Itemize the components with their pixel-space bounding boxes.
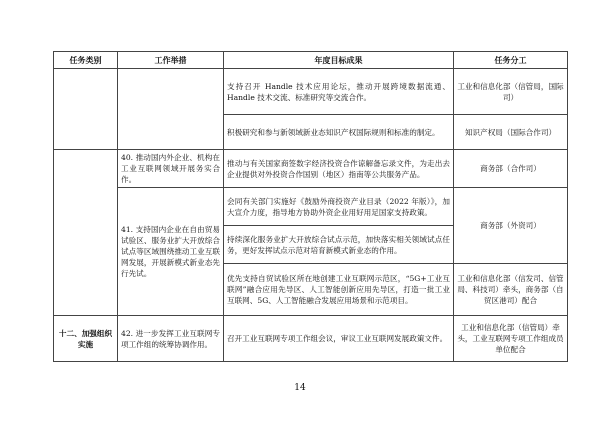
task-table [53, 51, 568, 362]
target-cell: 召开工业互联网专项工作组会议，审议工业互联网发展政策文件。 [224, 316, 454, 362]
table-row [54, 188, 568, 226]
table-row [54, 150, 568, 188]
category-cell-blank [54, 69, 118, 150]
category-cell: 十二、加强组织实施 [54, 316, 118, 362]
header-task-division: 任务分工 [454, 52, 568, 69]
division-cell: 工业和信息化部（信发司、信管局、科技司）牵头，商务部（自贸区港司）配合 [454, 264, 568, 316]
division-cell: 知识产权局（国际合作司） [454, 115, 568, 150]
target-cell: 推动与有关国家商签数字经济投资合作谅解备忘录文件，为走出去企业提供对外投资合作国别（地区）指南等公共服务产品。 [224, 150, 454, 188]
target-cell: 会同有关部门实施好《鼓励外商投资产业目录（2022 年版）》，加大宣介力度，指导地方协助外资企业用好用足国家支持政策。 [224, 188, 454, 226]
measure-cell-blank [118, 69, 224, 150]
target-cell: 支持召开 Handle 技术应用论坛，推动开展跨境数据流通、Handle 技术交流、标准研究等交流合作。 [224, 69, 454, 115]
division-cell: 工业和信息化部（信管局，国际司） [454, 69, 568, 115]
table-header-row [54, 52, 568, 69]
table-row [54, 69, 568, 115]
measure-cell: 41. 支持国内企业在自由贸易试验区、服务业扩大开放综合试点等区域围绕推动工业互联网发展，开展新模式新业态先行先试。 [118, 188, 224, 316]
page-number: 14 [294, 383, 306, 393]
target-cell: 积极研究和参与新领域新业态知识产权国际规则和标准的制定。 [224, 115, 454, 150]
header-annual-target: 年度目标成果 [224, 52, 454, 69]
target-cell: 持续深化服务业扩大开放综合试点示范，加快落实相关领域试点任务，更好发挥试点示范对培育新模式新业态的作用。 [224, 226, 454, 264]
division-cell: 商务部（合作司） [454, 150, 568, 188]
table-row [54, 316, 568, 362]
header-task-category: 任务类别 [54, 52, 118, 69]
target-cell: 优先支持自贸试验区所在地创建工业互联网示范区，“5G+工业互联网”融合应用先导区、人工智能创新应用先导区，打造一批工业互联网、5G、人工智能融合发展应用场景和示范项目。 [224, 264, 454, 316]
division-cell: 商务部（外资司） [454, 188, 568, 264]
measure-cell: 40. 推动国内外企业、机构在工业互联网领域开展务实合作。 [118, 150, 224, 188]
category-cell-blank [54, 150, 118, 316]
header-work-measure: 工作举措 [118, 52, 224, 69]
division-cell: 工业和信息化部（信管局）牵头，工业互联网专项工作组成员单位配合 [454, 316, 568, 362]
measure-cell: 42. 进一步发挥工业互联网专项工作组的统筹协调作用。 [118, 316, 224, 362]
